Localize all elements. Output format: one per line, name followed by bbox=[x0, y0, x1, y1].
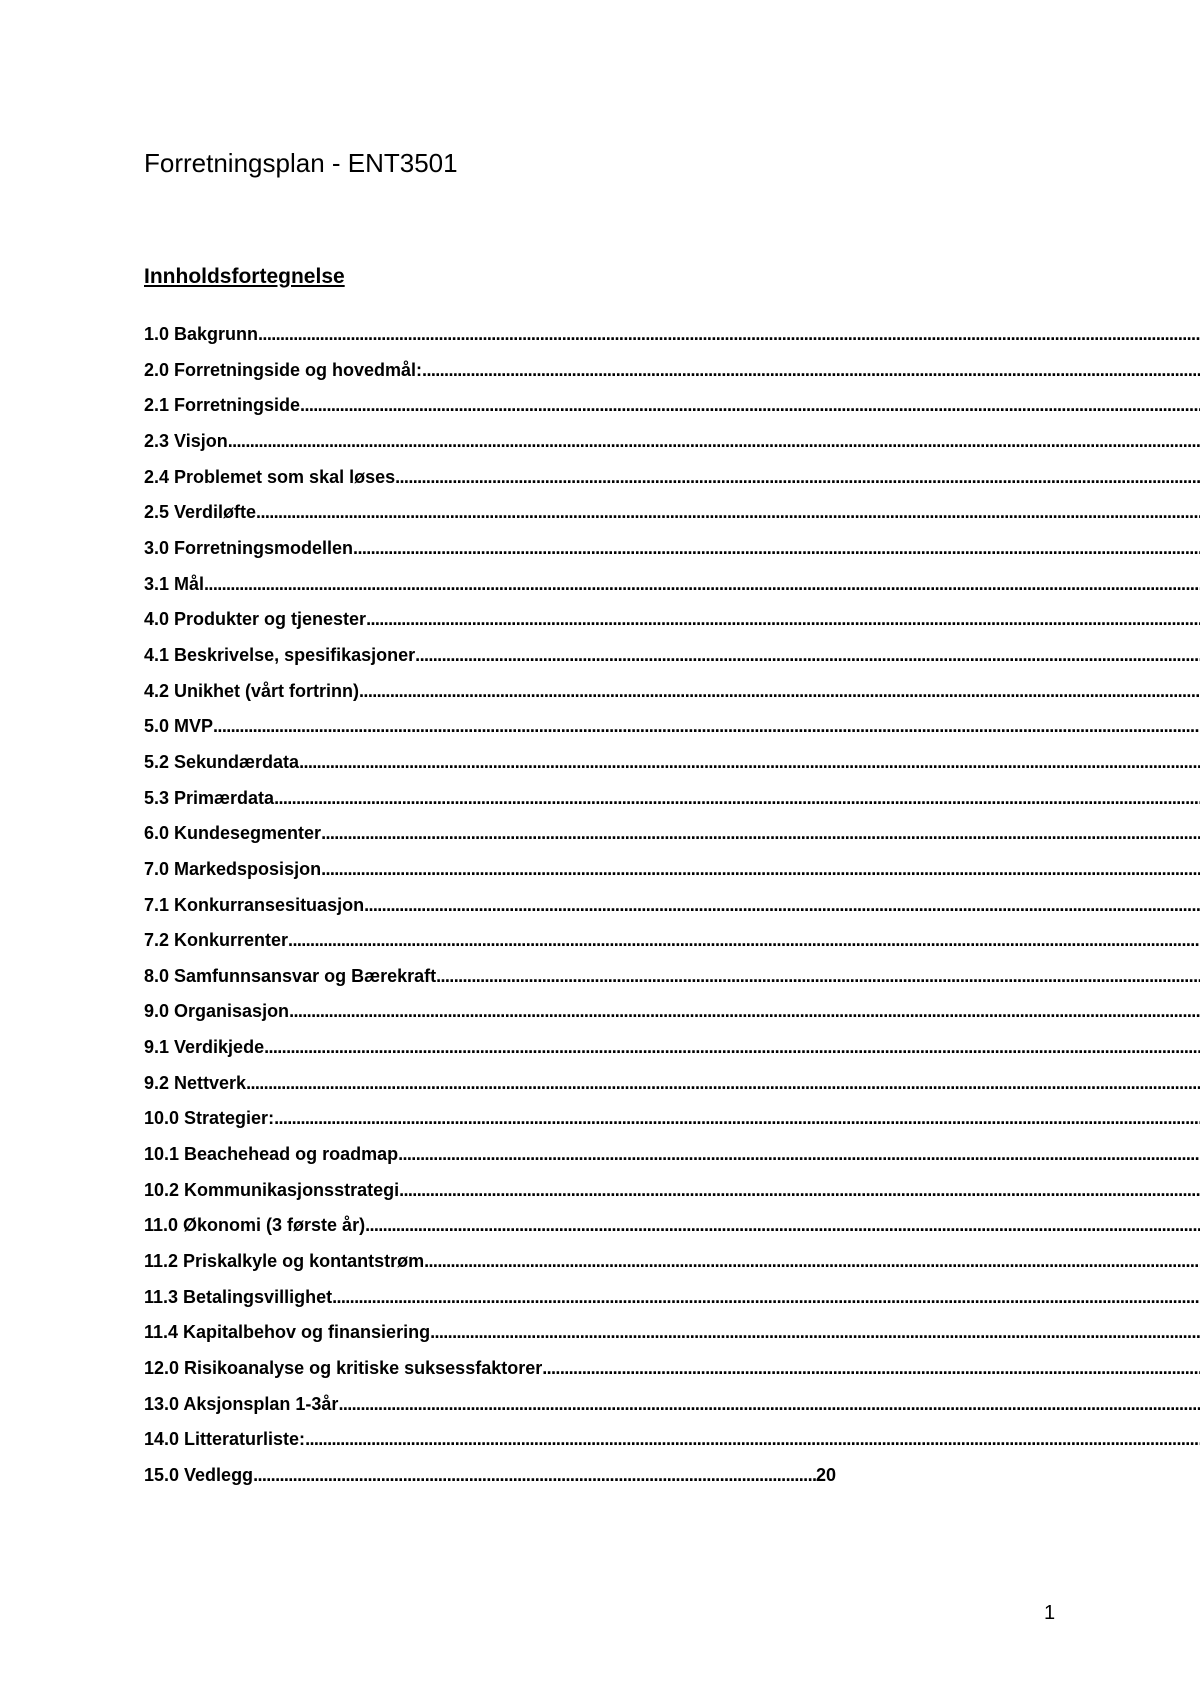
toc-entry-label: 2.4 Problemet som skal løses bbox=[144, 466, 396, 487]
toc-entry-label: 11.2 Priskalkyle og kontantstrøm bbox=[144, 1251, 425, 1272]
toc-leader-dots bbox=[274, 786, 1200, 810]
toc-entry-label: 7.1 Konkurransesituasjon bbox=[144, 894, 365, 915]
toc-entry[interactable] bbox=[144, 679, 1200, 715]
toc-entry-label: 6.0 Kundesegmenter bbox=[144, 823, 322, 844]
document-title: Forretningsplan - ENT3501 bbox=[144, 148, 458, 178]
toc-entry[interactable] bbox=[144, 358, 1200, 394]
toc-entry[interactable] bbox=[144, 999, 1200, 1035]
toc-entry[interactable] bbox=[144, 1463, 836, 1499]
toc-entry[interactable] bbox=[144, 1142, 1200, 1178]
toc-entry[interactable] bbox=[144, 1427, 1200, 1463]
toc-entry[interactable] bbox=[144, 857, 1200, 893]
toc-leader-dots bbox=[424, 1249, 1200, 1273]
toc-leader-dots bbox=[436, 964, 1200, 988]
toc-entry[interactable] bbox=[144, 572, 1200, 608]
toc-leader-dots bbox=[399, 1178, 1200, 1202]
toc-entry-label: 12.0 Risikoanalyse og kritiske suksessfaktorer bbox=[144, 1358, 543, 1379]
toc-leader-dots bbox=[288, 928, 1200, 952]
toc-entry[interactable] bbox=[144, 1178, 1200, 1214]
toc-entry[interactable] bbox=[144, 893, 1200, 929]
toc-entry-label: 1.0 Bakgrunn bbox=[144, 324, 259, 344]
toc-entry-label: 4.0 Produkter og tjenester bbox=[144, 609, 367, 630]
toc-entry[interactable] bbox=[144, 1106, 1200, 1142]
toc-entry-label: 3.0 Forretningsmodellen bbox=[144, 537, 354, 558]
toc-entry-label: 5.3 Primærdata bbox=[144, 787, 275, 808]
toc-leader-dots bbox=[430, 1320, 1200, 1344]
toc-entry[interactable] bbox=[144, 786, 1200, 822]
toc-entry-label: 2.1 Forretningside bbox=[144, 395, 301, 416]
toc-entry[interactable] bbox=[144, 1035, 1200, 1071]
toc-leader-dots bbox=[338, 1392, 1200, 1416]
toc-entry-label: 9.2 Nettverk bbox=[144, 1072, 247, 1093]
toc-entry-label: 10.1 Beachehead og roadmap bbox=[144, 1144, 399, 1165]
toc-leader-dots bbox=[332, 1285, 1200, 1309]
toc-leader-dots bbox=[415, 643, 1200, 667]
toc-entry-label: 9.1 Verdikjede bbox=[144, 1037, 265, 1058]
toc-entry-label: 7.2 Konkurrenter bbox=[144, 930, 289, 951]
toc-heading: Innholdsfortegnelse bbox=[144, 265, 345, 288]
toc-leader-dots bbox=[353, 536, 1200, 560]
toc-entry-label: 11.0 Økonomi (3 første år) bbox=[144, 1215, 366, 1236]
toc-leader-dots bbox=[359, 679, 1200, 703]
toc-leader-dots bbox=[321, 857, 1200, 881]
toc-entry-label: 4.1 Beskrivelse, spesifikasjoner bbox=[144, 644, 416, 665]
toc-entry[interactable] bbox=[144, 1356, 1200, 1392]
toc-leader-dots bbox=[300, 393, 1200, 417]
toc-entry-label: 11.4 Kapitalbehov og finansiering bbox=[144, 1322, 431, 1343]
toc-leader-dots bbox=[299, 750, 1200, 774]
toc-entry[interactable] bbox=[144, 750, 1200, 786]
page-number: 1 bbox=[1044, 1602, 1056, 1624]
toc-leader-dots bbox=[253, 1463, 816, 1487]
toc-entry-label: 2.3 Visjon bbox=[144, 430, 228, 451]
toc-leader-dots bbox=[246, 1071, 1200, 1095]
table-of-contents bbox=[144, 322, 1200, 1499]
toc-entry-label: 10.2 Kommunikasjonsstrategi bbox=[144, 1179, 400, 1200]
toc-leader-dots bbox=[364, 893, 1200, 917]
toc-entry-page: 20 bbox=[815, 1465, 836, 1485]
toc-entry[interactable] bbox=[144, 536, 1200, 572]
toc-entry[interactable] bbox=[144, 1320, 1200, 1356]
toc-entry[interactable] bbox=[144, 1392, 1200, 1428]
toc-entry[interactable] bbox=[144, 1213, 1200, 1249]
toc-leader-dots bbox=[228, 429, 1200, 453]
toc-leader-dots bbox=[321, 821, 1200, 845]
toc-entry-label: 15.0 Vedlegg bbox=[144, 1465, 254, 1485]
toc-entry-label: 9.0 Organisasjon bbox=[144, 1001, 290, 1022]
toc-entry[interactable] bbox=[144, 429, 1200, 465]
toc-leader-dots bbox=[264, 1035, 1200, 1059]
toc-leader-dots bbox=[542, 1356, 1200, 1380]
toc-entry-label: 10.0 Strategier: bbox=[144, 1108, 275, 1129]
toc-entry[interactable] bbox=[144, 1071, 1200, 1107]
toc-entry[interactable] bbox=[144, 322, 1200, 358]
toc-leader-dots bbox=[422, 358, 1200, 382]
toc-entry-label: 7.0 Markedsposisjon bbox=[144, 858, 322, 879]
toc-leader-dots bbox=[256, 500, 1200, 524]
toc-entry[interactable] bbox=[144, 928, 1200, 964]
toc-entry-label: 14.0 Litteraturliste: bbox=[144, 1429, 306, 1450]
toc-leader-dots bbox=[366, 607, 1200, 631]
toc-entry-label: 3.1 Mål bbox=[144, 573, 205, 594]
toc-leader-dots bbox=[395, 465, 1200, 489]
toc-entry-label: 11.3 Betalingsvillighet bbox=[144, 1286, 333, 1307]
toc-leader-dots bbox=[204, 572, 1200, 596]
toc-entry-label: 2.5 Verdiløfte bbox=[144, 502, 257, 523]
toc-leader-dots bbox=[213, 714, 1200, 738]
toc-entry-label: 5.0 MVP bbox=[144, 716, 214, 737]
toc-entry[interactable] bbox=[144, 964, 1200, 1000]
toc-leader-dots bbox=[305, 1427, 1200, 1451]
toc-entry[interactable] bbox=[144, 607, 1200, 643]
toc-leader-dots bbox=[365, 1213, 1200, 1237]
toc-entry[interactable] bbox=[144, 1285, 1200, 1321]
toc-entry[interactable] bbox=[144, 714, 1200, 750]
toc-entry[interactable] bbox=[144, 465, 1200, 501]
toc-entry-label: 8.0 Samfunnsansvar og Bærekraft bbox=[144, 965, 437, 986]
toc-entry[interactable] bbox=[144, 1249, 1200, 1285]
toc-entry-label: 4.2 Unikhet (vårt fortrinn) bbox=[144, 680, 360, 701]
toc-leader-dots bbox=[398, 1142, 1200, 1166]
toc-leader-dots bbox=[274, 1106, 1200, 1130]
toc-entry-label: 5.2 Sekundærdata bbox=[144, 751, 300, 772]
toc-entry[interactable] bbox=[144, 393, 1200, 429]
toc-leader-dots bbox=[258, 322, 1200, 346]
toc-leader-dots bbox=[289, 999, 1200, 1023]
toc-entry-label: 2.0 Forretningside og hovedmål: bbox=[144, 359, 423, 380]
toc-entry[interactable] bbox=[144, 821, 1200, 857]
toc-entry[interactable] bbox=[144, 500, 1200, 536]
toc-entry-label: 13.0 Aksjonsplan 1-3år bbox=[144, 1393, 339, 1414]
toc-entry[interactable] bbox=[144, 643, 1200, 679]
